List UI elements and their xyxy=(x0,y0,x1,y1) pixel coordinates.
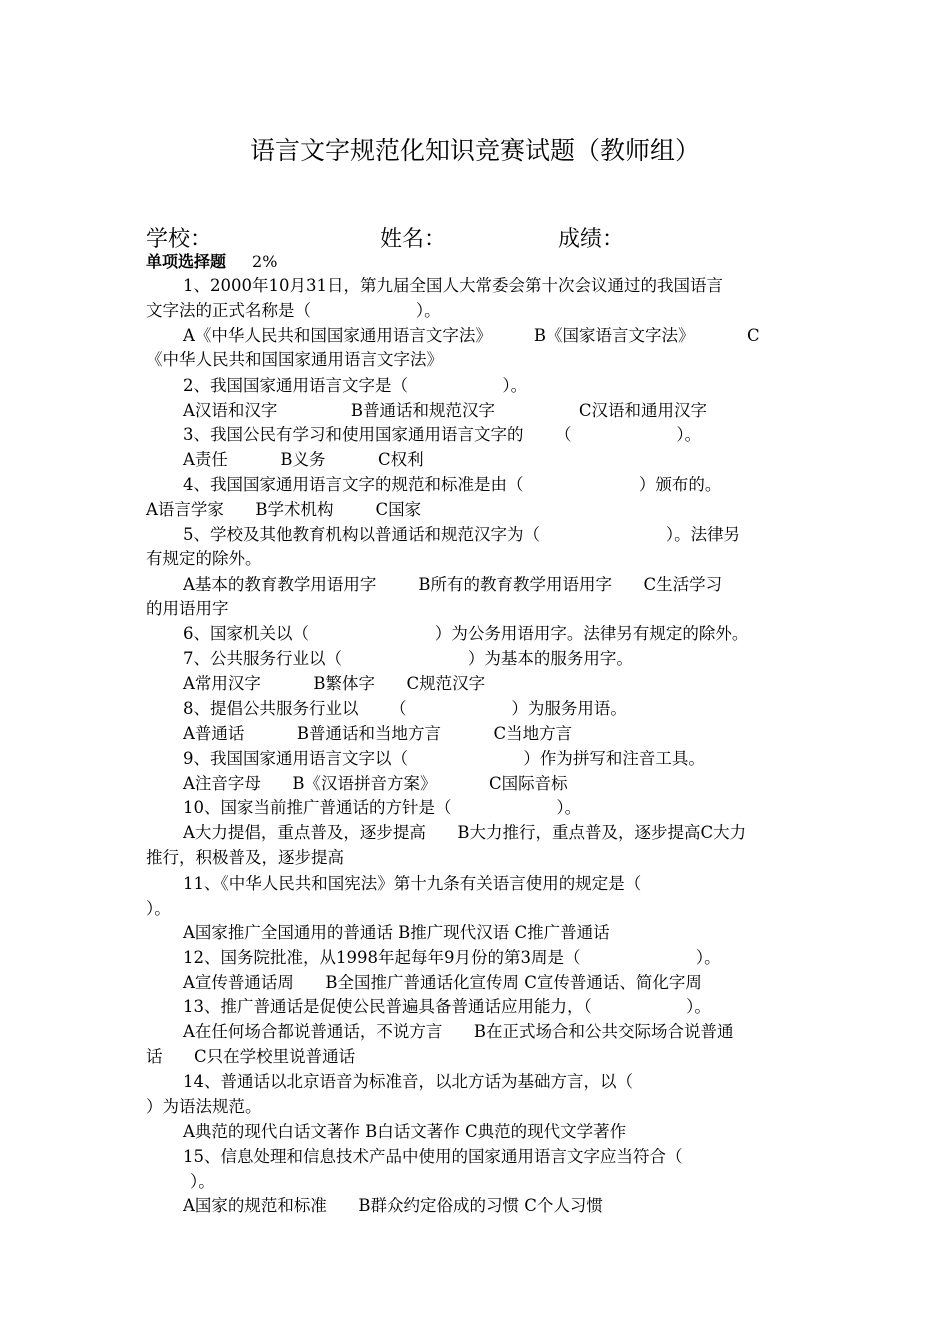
school-field-label: 学校： xyxy=(146,227,213,252)
question-line: 文字法的正式名称是（ ）。 xyxy=(146,301,441,320)
question-line: A在任何场合都说普通话，不说方言 B在正式场合和公共交际场合说普通 xyxy=(183,1022,734,1041)
question-line: 的用语用字 xyxy=(146,599,229,618)
question-line: A常用汉字 B繁体字 C规范汉字 xyxy=(183,674,486,693)
document-title: 语言文字规范化知识竞赛试题（教师组） xyxy=(249,136,700,165)
question-line: A宣传普通话周 B全国推广普通话化宣传周 C宣传普通话、简化字周 xyxy=(183,973,702,992)
question-line: 《中华人民共和国国家通用语言文字法》 xyxy=(146,350,443,369)
question-line: A基本的教育教学用语用字 B所有的教育教学用语用字 C生活学习 xyxy=(183,575,723,594)
question-line: 7、公共服务行业以（ ）为基本的服务用字。 xyxy=(183,649,633,668)
question-line: 15、信息处理和信息技术产品中使用的国家通用语言文字应当符合（ xyxy=(183,1147,683,1166)
question-line: A大力提倡，重点普及，逐步提高 B大力推行，重点普及，逐步提高C大力 xyxy=(183,823,747,842)
question-line: 6、国家机关以（ ）为公务用语用字。法律另有规定的除外。 xyxy=(183,624,749,643)
question-line: A《中华人民共和国国家通用语言文字法》 B《国家语言文字法》 C xyxy=(183,326,760,345)
question-line: 有规定的除外。 xyxy=(146,549,262,568)
question-line: 5、学校及其他教育机构以普通话和规范汉字为（ ）。法律另 xyxy=(183,525,741,544)
question-line: A责任 B义务 C权利 xyxy=(183,450,424,469)
question-line: A国家推广全国通用的普通话 B推广现代汉语 C推广普通话 xyxy=(183,923,610,942)
question-line: A普通话 B普通话和当地方言 C当地方言 xyxy=(183,724,573,743)
question-line: 10、国家当前推广普通话的方针是（ ）。 xyxy=(183,798,582,817)
question-line: ）。 xyxy=(190,1172,215,1191)
section-label: 单项选择题 xyxy=(146,252,227,271)
question-line: 9、我国国家通用语言文字以（ ）作为拼写和注音工具。 xyxy=(183,749,705,768)
question-line: 3、我国公民有学习和使用国家通用语言文字的 （ ）。 xyxy=(183,425,702,444)
question-line: 1、2000年10月31日，第九届全国人大常委会第十次会议通过的我国语言 xyxy=(183,276,723,295)
question-line: 13、推广普通话是促使公民普遍具备普通话应用能力，（ ）。 xyxy=(183,997,711,1016)
question-line: A国家的规范和标准 B群众约定俗成的习惯 C个人习惯 xyxy=(183,1196,603,1215)
question-line: ）为语法规范。 xyxy=(146,1097,262,1116)
score-field-label: 成绩： xyxy=(558,227,625,252)
question-line: A语言学家 B学术机构 C国家 xyxy=(146,500,422,519)
question-line: 2、我国国家通用语言文字是（ ）。 xyxy=(183,376,528,395)
question-line: A注音字母 B《汉语拼音方案》 C国际音标 xyxy=(183,774,568,793)
question-line: 8、提倡公共服务行业以 （ ）为服务用语。 xyxy=(183,699,627,718)
question-line: 4、我国国家通用语言文字的规范和标准是由（ ）颁布的。 xyxy=(183,475,722,494)
question-line: ）。 xyxy=(146,899,171,918)
question-line: 14、普通话以北京语音为标准音，以北方话为基础方言，以（ xyxy=(183,1072,633,1091)
question-line: 话 C只在学校里说普通话 xyxy=(146,1047,356,1066)
name-field-label: 姓名： xyxy=(380,227,447,252)
question-line: A汉语和汉字 B普通话和规范汉字 C汉语和通用汉字 xyxy=(183,401,708,420)
question-line: 推行，积极普及，逐步提高 xyxy=(146,848,344,867)
section-points: 2% xyxy=(252,252,278,271)
question-line: 12、国务院批准，从1998年起每年9月份的第3周是（ ）。 xyxy=(183,948,721,967)
question-line: 11、《中华人民共和国宪法》第十九条有关语言使用的规定是（ xyxy=(183,874,642,893)
question-line: A典范的现代白话文著作 B白话文著作 C典范的现代文学著作 xyxy=(183,1122,627,1141)
section-heading xyxy=(146,249,277,272)
